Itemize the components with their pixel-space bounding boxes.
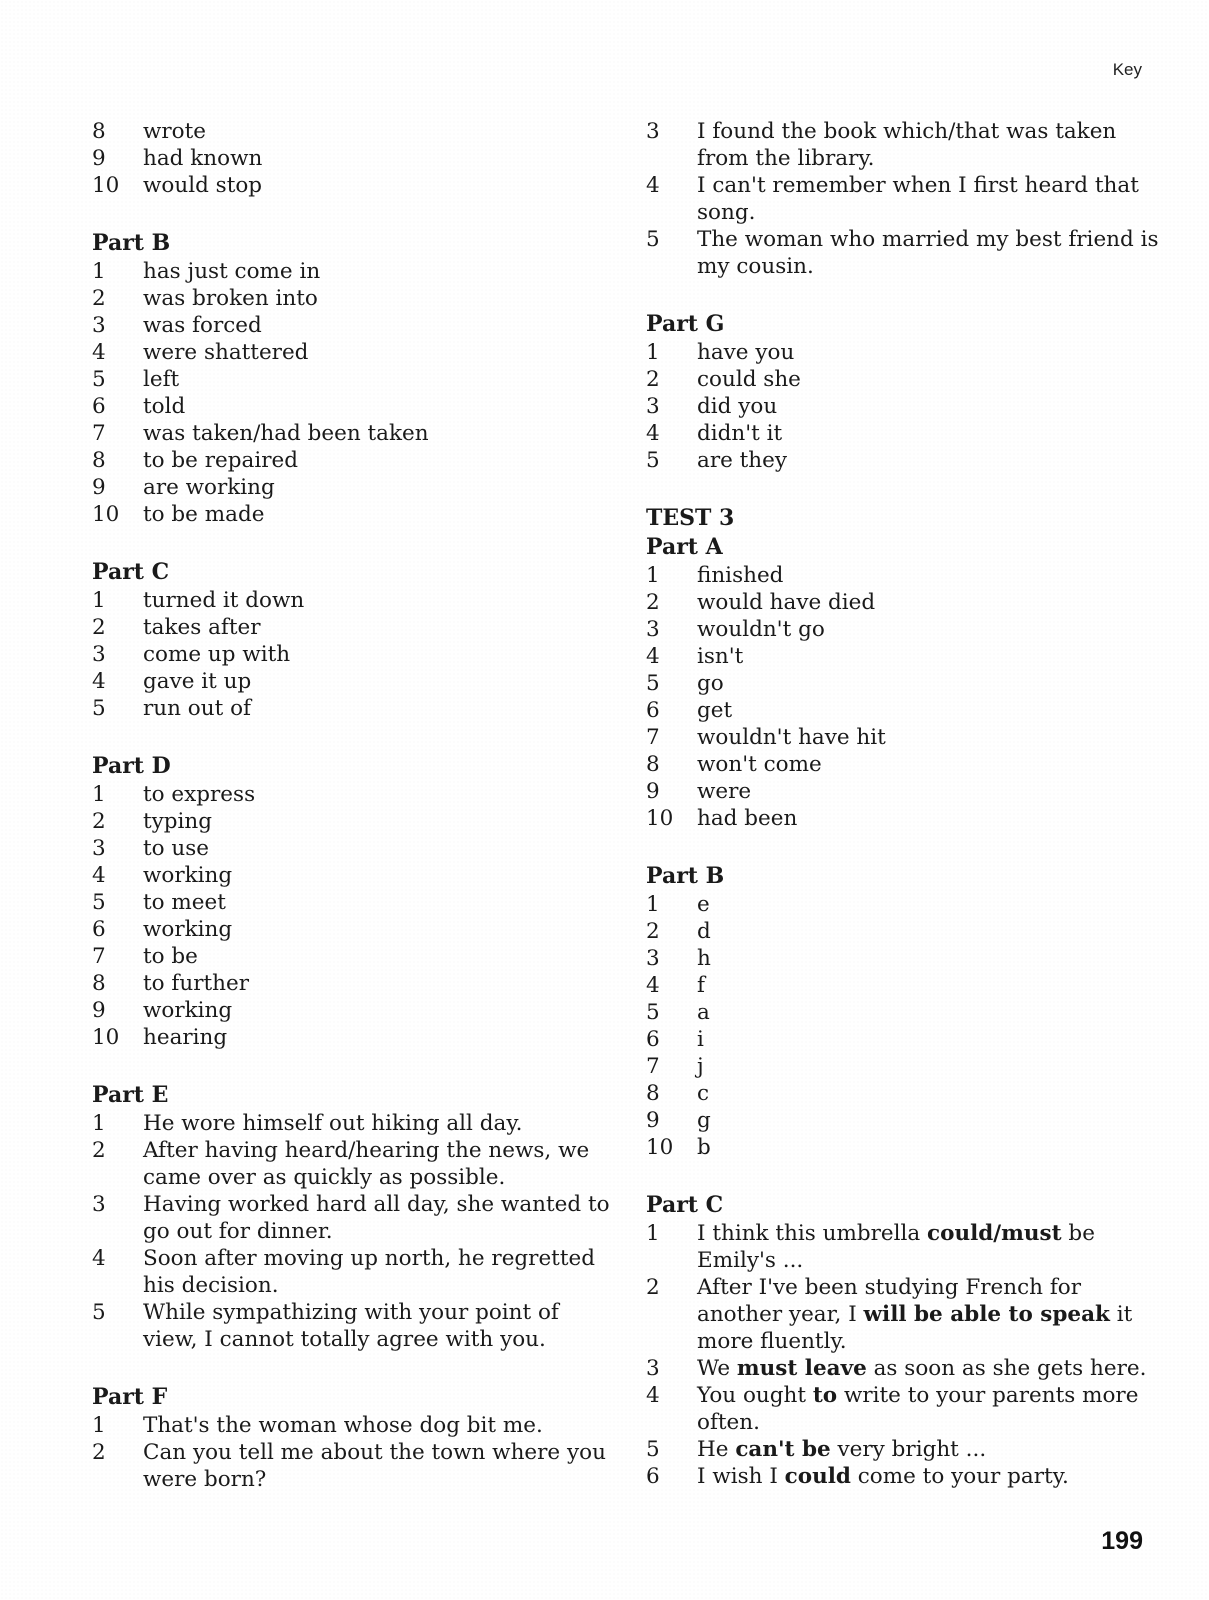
test-heading: TEST 3 xyxy=(646,505,735,531)
answer-text xyxy=(697,1355,1166,1382)
answer-section-part-c xyxy=(92,558,612,722)
answer-number: 4 xyxy=(646,173,660,198)
answer-number: 3 xyxy=(646,394,660,419)
answer-number: 7 xyxy=(92,421,106,446)
answer-text xyxy=(697,1436,1166,1463)
answer-text: were shattered xyxy=(143,340,309,365)
answer-item xyxy=(92,118,612,145)
answer-text: have you xyxy=(697,340,795,365)
answer-item xyxy=(92,474,612,501)
answer-number: 5 xyxy=(646,1000,660,1025)
answer-bold-text: to xyxy=(812,1383,838,1408)
answer-section-part-b xyxy=(646,862,1166,1161)
answer-number: 2 xyxy=(92,286,106,311)
answer-text: are working xyxy=(143,475,275,500)
answer-item xyxy=(92,339,612,366)
answer-text-segment: be Emily's ... xyxy=(697,1221,1095,1273)
answer-item xyxy=(92,393,612,420)
answer-text: gave it up xyxy=(143,669,252,694)
answer-text: working xyxy=(143,863,233,888)
answer-item xyxy=(92,695,612,722)
answer-text xyxy=(697,1220,1166,1274)
answer-text: had been xyxy=(697,806,798,831)
answer-text: takes after xyxy=(143,615,261,640)
answer-item xyxy=(646,1436,1166,1463)
answer-section-test-3-part-a xyxy=(646,504,1166,832)
answer-number: 10 xyxy=(92,502,120,527)
right-column xyxy=(646,118,1166,1520)
answer-text-segment: as soon as she gets here. xyxy=(866,1356,1147,1381)
answer-text: would stop xyxy=(143,173,263,198)
answer-text: to use xyxy=(143,836,210,861)
answer-number: 10 xyxy=(646,1135,674,1160)
answer-text: to be made xyxy=(143,502,265,527)
answer-item xyxy=(646,670,1166,697)
answer-text: b xyxy=(697,1135,711,1160)
answer-text: He wore himself out hiking all day. xyxy=(143,1111,523,1136)
answer-number: 4 xyxy=(646,421,660,446)
answer-number: 5 xyxy=(646,227,660,252)
answer-list xyxy=(92,781,612,1051)
answer-item xyxy=(646,393,1166,420)
answer-number: 1 xyxy=(92,782,106,807)
answer-number: 4 xyxy=(92,1246,106,1271)
answer-number: 3 xyxy=(92,642,106,667)
answer-text: was broken into xyxy=(143,286,318,311)
answer-number: 9 xyxy=(646,779,660,804)
answer-item xyxy=(92,172,612,199)
answer-list xyxy=(92,1412,612,1493)
answer-text: turned it down xyxy=(143,588,305,613)
answer-number: 6 xyxy=(92,394,106,419)
answer-item xyxy=(646,751,1166,778)
answer-section-part-f xyxy=(92,1383,612,1493)
answer-section-part-c xyxy=(646,1191,1166,1490)
answer-item xyxy=(646,1220,1166,1274)
answer-item xyxy=(92,970,612,997)
answer-number: 6 xyxy=(646,1464,660,1489)
answer-text-segment: I wish I xyxy=(697,1464,785,1489)
answer-text-segment: write to your parents more often. xyxy=(697,1383,1139,1435)
answer-text-segment: After I've been studying French for another year, I xyxy=(697,1275,1081,1327)
part-heading: Part E xyxy=(92,1082,169,1108)
answer-text: was taken/had been taken xyxy=(143,421,429,446)
answer-text xyxy=(697,1382,1166,1436)
answer-number: 1 xyxy=(92,588,106,613)
answer-number: 2 xyxy=(646,367,660,392)
answer-number: 8 xyxy=(92,448,106,473)
answer-text: d xyxy=(697,919,711,944)
answer-section-continued xyxy=(646,118,1166,280)
answer-item xyxy=(646,172,1166,226)
answer-number: 6 xyxy=(92,917,106,942)
answer-number: 4 xyxy=(92,340,106,365)
answer-number: 10 xyxy=(646,806,674,831)
answer-text: told xyxy=(143,394,186,419)
answer-item xyxy=(92,1110,612,1137)
answer-text-segment: come to your party. xyxy=(850,1464,1069,1489)
answer-item xyxy=(92,862,612,889)
answer-item xyxy=(92,285,612,312)
answer-text: c xyxy=(697,1081,710,1106)
answer-number: 8 xyxy=(646,1081,660,1106)
answer-text xyxy=(697,1274,1166,1355)
answer-number: 5 xyxy=(92,1300,106,1325)
answer-text: i xyxy=(697,1027,704,1052)
answer-text: to further xyxy=(143,971,249,996)
answer-text: Having worked hard all day, she wanted to go out for dinner. xyxy=(143,1192,610,1244)
answer-item xyxy=(646,420,1166,447)
answer-section-part-g xyxy=(646,310,1166,474)
answer-text: wouldn't go xyxy=(697,617,825,642)
answer-text: run out of xyxy=(143,696,251,721)
answer-number: 3 xyxy=(92,313,106,338)
answer-text: didn't it xyxy=(697,421,783,446)
answer-item xyxy=(92,447,612,474)
answer-item xyxy=(92,1299,612,1353)
answer-bold-text: must leave xyxy=(736,1356,867,1381)
answer-number: 9 xyxy=(92,146,106,171)
answer-number: 3 xyxy=(646,946,660,971)
part-heading: Part F xyxy=(92,1384,168,1410)
answer-number: 1 xyxy=(646,892,660,917)
answer-text: Soon after moving up north, he regretted his decision. xyxy=(143,1246,595,1298)
answer-item xyxy=(646,972,1166,999)
answer-text: left xyxy=(143,367,180,392)
answer-number: 9 xyxy=(92,998,106,1023)
answer-text: typing xyxy=(143,809,213,834)
answer-item xyxy=(646,562,1166,589)
answer-text: I can't remember when I first heard that song. xyxy=(697,173,1139,225)
answer-bold-text: can't be xyxy=(735,1437,831,1462)
answer-item xyxy=(646,366,1166,393)
answer-item xyxy=(92,1024,612,1051)
answer-bold-text: could xyxy=(784,1464,851,1489)
answer-list xyxy=(92,258,612,528)
answer-number: 9 xyxy=(646,1108,660,1133)
answer-number: 3 xyxy=(646,1356,660,1381)
answer-number: 1 xyxy=(646,563,660,588)
running-header-key: Key xyxy=(1112,60,1142,79)
answer-list xyxy=(646,118,1166,280)
answer-text: The woman who married my best friend is my cousin. xyxy=(697,227,1159,279)
answer-list xyxy=(646,339,1166,474)
answer-item xyxy=(646,1107,1166,1134)
answer-number: 7 xyxy=(646,1054,660,1079)
answer-text: would have died xyxy=(697,590,876,615)
answer-number: 1 xyxy=(646,340,660,365)
answer-number: 7 xyxy=(646,725,660,750)
answer-item xyxy=(92,366,612,393)
answer-section-part-e xyxy=(92,1081,612,1353)
answer-item xyxy=(646,945,1166,972)
answer-list xyxy=(92,587,612,722)
answer-item xyxy=(92,614,612,641)
answer-text: e xyxy=(697,892,710,917)
answer-text: are they xyxy=(697,448,788,473)
answer-item xyxy=(646,1053,1166,1080)
answer-item xyxy=(92,889,612,916)
answer-item xyxy=(92,1412,612,1439)
answer-number: 2 xyxy=(646,919,660,944)
answer-text: g xyxy=(697,1108,711,1133)
answer-text: wrote xyxy=(143,119,206,144)
answer-item xyxy=(92,1191,612,1245)
answer-number: 2 xyxy=(646,590,660,615)
answer-text-segment: I think this umbrella xyxy=(697,1221,928,1246)
answer-list xyxy=(646,562,1166,832)
answer-number: 8 xyxy=(92,119,106,144)
answer-text: j xyxy=(697,1054,704,1079)
answer-number: 2 xyxy=(92,809,106,834)
answer-text xyxy=(697,1463,1166,1490)
answer-item xyxy=(92,258,612,285)
answer-number: 6 xyxy=(646,698,660,723)
answer-item xyxy=(646,999,1166,1026)
answer-text: were xyxy=(697,779,752,804)
answer-text: to be repaired xyxy=(143,448,298,473)
answer-text: get xyxy=(697,698,733,723)
answer-list xyxy=(92,1110,612,1353)
answer-number: 1 xyxy=(92,1111,106,1136)
answer-number: 3 xyxy=(646,617,660,642)
answer-number: 1 xyxy=(92,259,106,284)
answer-text: was forced xyxy=(143,313,262,338)
answer-number: 3 xyxy=(92,836,106,861)
answer-item xyxy=(92,1439,612,1493)
answer-item xyxy=(646,697,1166,724)
answer-item xyxy=(646,1463,1166,1490)
answer-number: 9 xyxy=(92,475,106,500)
answer-text: That's the woman whose dog bit me. xyxy=(143,1413,543,1438)
part-heading: Part A xyxy=(646,534,723,560)
answer-item xyxy=(92,1137,612,1191)
answer-text: to meet xyxy=(143,890,226,915)
answer-item xyxy=(646,1080,1166,1107)
answer-item xyxy=(646,339,1166,366)
answer-text: wouldn't have hit xyxy=(697,725,886,750)
answer-item xyxy=(646,616,1166,643)
answer-number: 4 xyxy=(646,1383,660,1408)
part-heading: Part D xyxy=(92,753,171,779)
answer-item xyxy=(92,916,612,943)
answer-list xyxy=(92,118,612,199)
answer-item xyxy=(646,918,1166,945)
answer-number: 3 xyxy=(92,1192,106,1217)
answer-number: 4 xyxy=(92,669,106,694)
answer-text-segment: We xyxy=(697,1356,737,1381)
answer-number: 2 xyxy=(92,1440,106,1465)
answer-text: go xyxy=(697,671,724,696)
left-column xyxy=(92,118,612,1523)
answer-number: 4 xyxy=(92,863,106,888)
answer-text: come up with xyxy=(143,642,291,667)
answer-item xyxy=(92,420,612,447)
answer-number: 8 xyxy=(646,752,660,777)
part-heading: Part C xyxy=(646,1192,724,1218)
answer-number: 3 xyxy=(646,119,660,144)
answer-item xyxy=(646,891,1166,918)
answer-item xyxy=(646,589,1166,616)
answer-text: won't come xyxy=(697,752,822,777)
answer-text: f xyxy=(697,973,705,998)
answer-text: could she xyxy=(697,367,801,392)
answer-number: 2 xyxy=(92,615,106,640)
page-number: 199 xyxy=(1101,1527,1143,1555)
answer-text: a xyxy=(697,1000,710,1025)
answer-item xyxy=(646,118,1166,172)
answer-item xyxy=(646,805,1166,832)
answer-number: 5 xyxy=(646,448,660,473)
answer-text-segment: You ought xyxy=(697,1383,813,1408)
answer-number: 7 xyxy=(92,944,106,969)
answer-text-segment: it more fluently. xyxy=(697,1302,1133,1354)
answer-number: 8 xyxy=(92,971,106,996)
part-heading: Part B xyxy=(92,230,171,256)
answer-number: 2 xyxy=(92,1138,106,1163)
answer-number: 1 xyxy=(92,1413,106,1438)
answer-text-segment: He xyxy=(697,1437,736,1462)
answer-number: 1 xyxy=(646,1221,660,1246)
answer-item xyxy=(92,997,612,1024)
answer-text: While sympathizing with your point of view, I cannot totally agree with you. xyxy=(143,1300,559,1352)
answer-text-segment: very bright ... xyxy=(830,1437,987,1462)
answer-item xyxy=(646,1382,1166,1436)
part-heading: Part G xyxy=(646,311,725,337)
answer-item xyxy=(92,501,612,528)
answer-text: has just come in xyxy=(143,259,321,284)
answer-number: 10 xyxy=(92,1025,120,1050)
answer-number: 5 xyxy=(92,696,106,721)
answer-item xyxy=(92,835,612,862)
answer-item xyxy=(646,1355,1166,1382)
answer-text: isn't xyxy=(697,644,744,669)
answer-item xyxy=(646,1274,1166,1355)
answer-number: 6 xyxy=(646,1027,660,1052)
answer-text: hearing xyxy=(143,1025,228,1050)
answer-item xyxy=(92,943,612,970)
answer-item xyxy=(92,587,612,614)
answer-number: 2 xyxy=(646,1275,660,1300)
answer-text: had known xyxy=(143,146,263,171)
answer-item xyxy=(646,643,1166,670)
answer-item xyxy=(646,778,1166,805)
answer-number: 10 xyxy=(92,173,120,198)
answer-item xyxy=(92,781,612,808)
answer-number: 5 xyxy=(92,890,106,915)
answer-text: working xyxy=(143,998,233,1023)
answer-text: After having heard/hearing the news, we came over as quickly as possible. xyxy=(143,1138,590,1190)
answer-number: 4 xyxy=(646,973,660,998)
answer-item xyxy=(92,312,612,339)
answer-bold-text: could/must xyxy=(927,1221,1062,1246)
answer-item xyxy=(92,668,612,695)
answer-number: 5 xyxy=(646,1437,660,1462)
answer-item xyxy=(646,1134,1166,1161)
answer-number: 5 xyxy=(646,671,660,696)
answer-text: did you xyxy=(697,394,778,419)
answer-text: to be xyxy=(143,944,198,969)
answer-text: h xyxy=(697,946,711,971)
answer-item xyxy=(92,145,612,172)
answer-text: I found the book which/that was taken from the library. xyxy=(697,119,1117,171)
answer-number: 4 xyxy=(646,644,660,669)
answer-item xyxy=(646,1026,1166,1053)
answer-item xyxy=(646,724,1166,751)
answer-text: to express xyxy=(143,782,256,807)
part-heading: Part B xyxy=(646,863,725,889)
answer-list xyxy=(646,1220,1166,1490)
part-heading: Part C xyxy=(92,559,170,585)
answer-number: 5 xyxy=(92,367,106,392)
answer-section-part-d xyxy=(92,752,612,1051)
answer-list xyxy=(646,891,1166,1161)
answer-item xyxy=(646,447,1166,474)
answer-bold-text: will be able to speak xyxy=(863,1302,1110,1327)
answer-item xyxy=(646,226,1166,280)
answer-section-part-b xyxy=(92,229,612,528)
answer-item xyxy=(92,641,612,668)
answer-text: working xyxy=(143,917,233,942)
answer-text: finished xyxy=(697,563,784,588)
answer-item xyxy=(92,1245,612,1299)
answer-section-continued xyxy=(92,118,612,199)
answer-text: Can you tell me about the town where you were born? xyxy=(143,1440,606,1492)
answer-item xyxy=(92,808,612,835)
